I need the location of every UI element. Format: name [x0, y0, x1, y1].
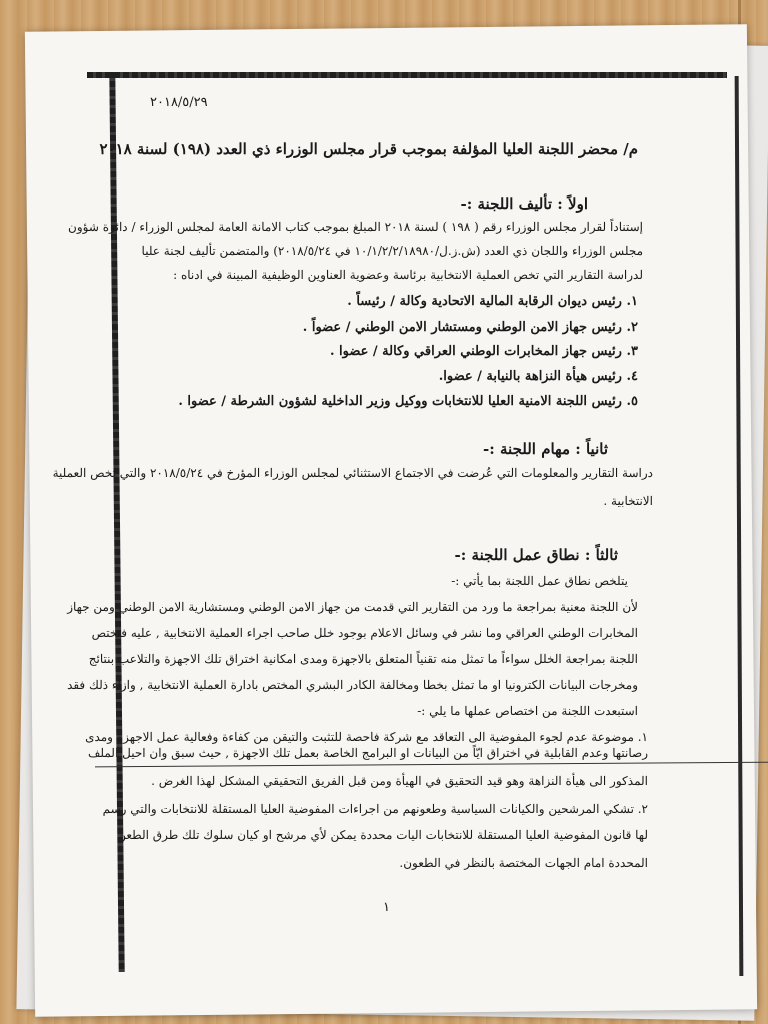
section3-line: المذكور الى هيأة النزاهة وهو قيد التحقيق في الهيأة ومن قبل الفريق التحقيقي المشكل لهذا الغرض . [151, 774, 648, 788]
section3-line: ١. موضوعة عدم لجوء المفوضية الى التعاقد مع شركة فاحصة للتثبت والتيقن من كفاءة وفعالية عمل الاجهزة ومدى [85, 730, 648, 744]
page-border-top [87, 72, 727, 78]
member-item: ١. رئيس ديوان الرقابة المالية الاتحادية وكالة / رئيساً . [347, 294, 638, 309]
section3-line: المخابرات الوطني العراقي وما نشر في وسائل الاعلام بوجود خلل صاحب اجراء العملية الانتخابية , عليه فتختص [91, 626, 638, 640]
member-item: ٣. رئيس جهاز المخابرات الوطني العراقي وكالة / عضوا . [329, 344, 638, 359]
section2-line: دراسة التقارير والمعلومات التي عُرضت في الاجتماع الاستثنائي لمجلس الوزراء المؤرخ في ٢٠١٨/٥/٢٤ والتي تخص العملية [52, 466, 653, 480]
section1-line: إستناداً لقرار مجلس الوزراء رقم ( ١٩٨ ) لسنة ٢٠١٨ المبلغ بموجب كتاب الامانة العامة لمجلس الوزراء / دائرة شؤون [68, 220, 643, 234]
section2-heading: ثانياً : مهام اللجنة :- [483, 440, 608, 458]
member-item: ٥. رئيس اللجنة الامنية العليا للانتخابات ووكيل وزير الداخلية لشؤون الشرطة / عضوا . [178, 394, 638, 409]
section1-line: لدراسة التقارير التي تخص العملية الانتخابية برئاسة وعضوية العناوين الوظيفية المبينة في ادناه : [173, 268, 643, 282]
section2-line: الانتخابية . [603, 494, 653, 508]
section3-line: استبعدت اللجنة من اختصاص عملها ما يلي :- [417, 704, 638, 718]
section1-line: مجلس الوزراء واللجان ذي العدد (ش.ز.ل/١٠/١/٢/٢/١٨٩٨٠ في ٢٠١٨/٥/٢٤) والمتضمن تأليف لجنة عليا [141, 244, 643, 258]
section3-line: اللجنة بمراجعة الخلل سواءاً ما تمثل منه تقنياً المتعلق بالاجهزة ومدى امكانية اختراق تلك الاجهزة والتلاعب بنتائج [88, 652, 638, 666]
section1-heading: اولاً : تأليف اللجنة :- [460, 195, 588, 213]
section3-line: المحددة امام الجهات المختصة بالنظر في الطعون. [399, 856, 648, 870]
section3-line: لها قانون المفوضية العليا المستقلة للانتخابات اليات محددة يمكن لأي مرشح او كيان سلوك تلك طرق الطعن [117, 828, 648, 842]
section3-line: ومخرجات البيانات الكترونيا او ما تمثل بخطا ومخالفة الكادر البشري المختص بادارة العملية الانتخابية , وازاء ذلك فقد [67, 678, 638, 692]
document-date: ٢٠١٨/٥/٢٩ [150, 95, 208, 110]
member-item: ٢. رئيس جهاز الامن الوطني ومستشار الامن الوطني / عضواً . [302, 320, 638, 335]
section3-line: يتلخص نطاق عمل اللجنة بما يأتي :- [451, 574, 628, 588]
member-item: ٤. رئيس هيأة النزاهة بالنيابة / عضوا. [438, 369, 638, 384]
document-title: م/ محضر اللجنة العليا المؤلفة بموجب قرار مجلس الوزراء ذي العدد (١٩٨) لسنة ٢٠١٨ [99, 140, 638, 158]
section3-line: رصانتها وعدم القابلية في اختراق ايّاً من البيانات او البرامج الخاصة بعمل تلك الاجهزة , حيث سبق وان احيل الملف [87, 746, 648, 760]
section3-heading: ثالثاً : نطاق عمل اللجنة :- [454, 546, 618, 564]
section3-line: ٢. تشكي المرشحين والكيانات السياسية وطعونهم من اجراءات المفوضية العليا المستقلة للانتخابات والتي رسم [102, 802, 648, 816]
page-number: ١ [383, 900, 390, 915]
section3-line: لأن اللجنة معنية بمراجعة ما ورد من التقارير التي قدمت من جهاز الامن الوطني ومستشارية الامن الوطني ومن جهاز [67, 600, 638, 614]
